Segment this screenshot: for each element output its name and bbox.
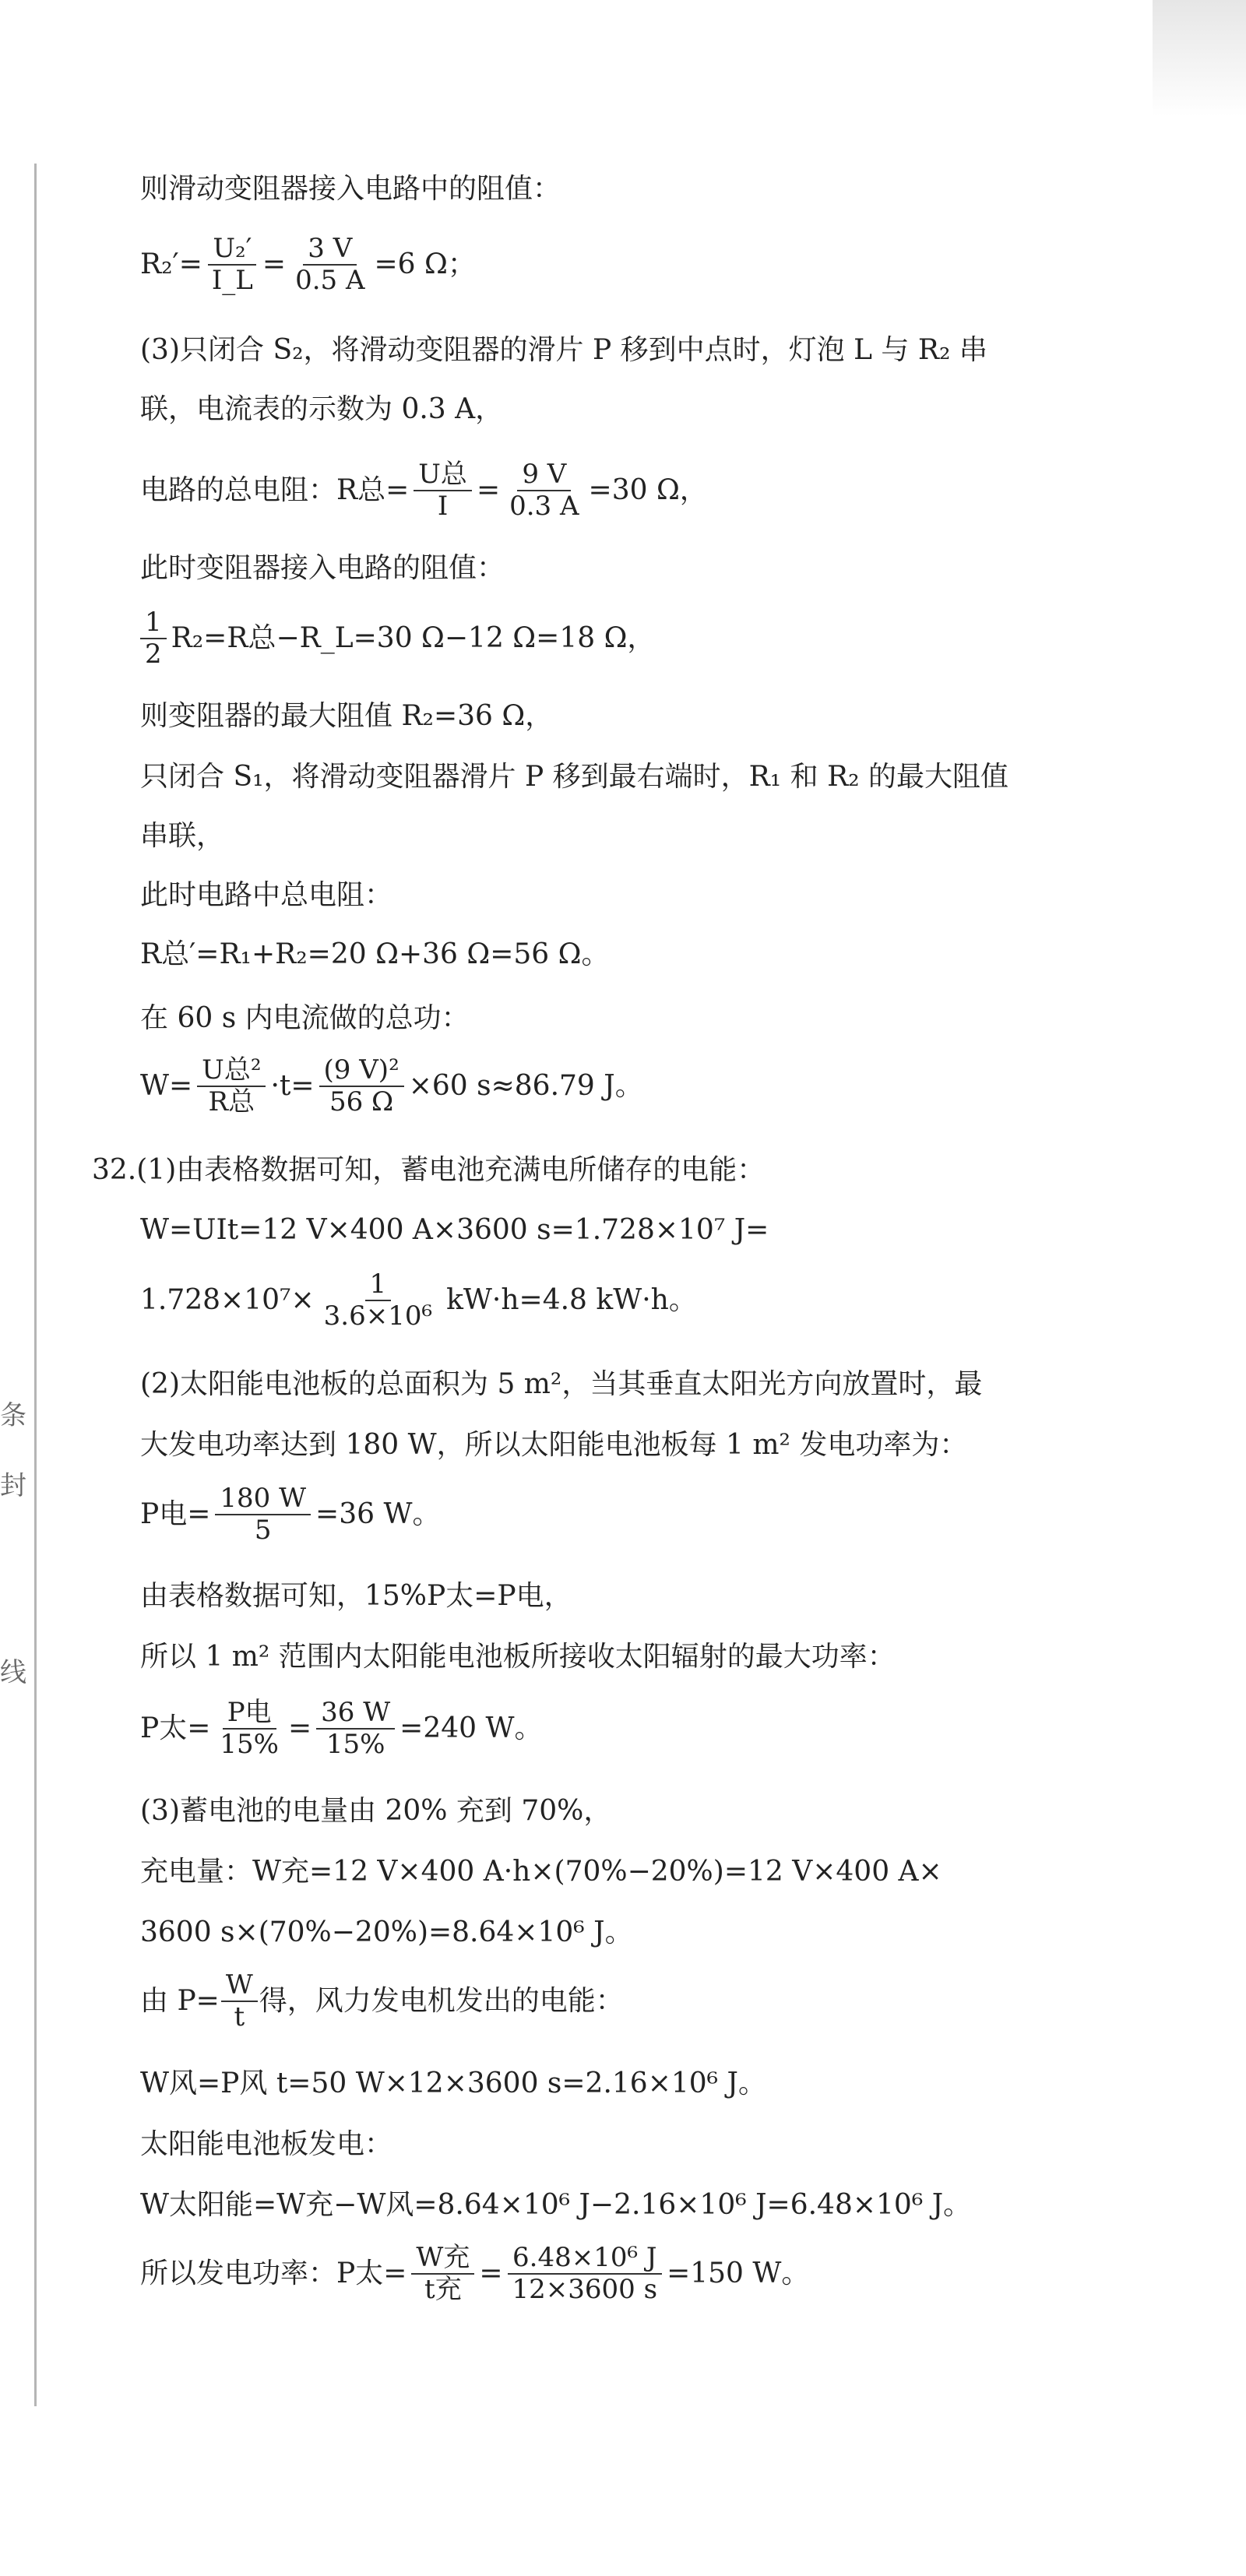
fraction: $\frac{1}{2}$ [140,607,167,670]
formula-line: 充电量：W充=12 V×400 A·h×(70%−20%)=12 V×400 A× [140,1856,942,1888]
text-line: 联，电流表的示数为 0.3 A， [140,393,504,425]
margin-mark: 线 [0,1657,26,1688]
text-line: (3)只闭合 S₂，将滑动变阻器的滑片 P 移到中点时，灯泡 L 与 R₂ 串 [140,334,987,366]
fraction: $\frac{\text{(9 V)²}}{56 \Omega}$ [319,1055,404,1117]
fraction: $\frac{9 V}{0.3 A}$ [509,459,579,523]
formula-line: P太= $\frac{\text{P电}}{15\%}$ = $\frac{36 W}{15\%}$ =240 W。 [140,1697,543,1761]
fraction: $\frac{\text{6.48×10⁶ J}}{12\times 3600 s}$ [508,2243,663,2305]
fraction: $\frac{3 V}{0.5 A}$ [295,233,365,297]
text-line: 此时变阻器接入电路的阻值： [140,552,505,584]
formula-line: R₂′= $\frac{\text{U₂′}}{I\_L}$ = $\frac{3 V}{0.5 A}$ =6 Ω； [140,233,476,297]
formula-line: $\frac{1}{2}$ R₂=R总−R_L=30 Ω−12 Ω=18 Ω， [140,607,1199,670]
text-line: 由表格数据可知，15%P太=P电， [140,1580,572,1612]
fraction: $\frac{\text{P电}}{15\%}$ [220,1697,279,1761]
text-line: 太阳能电池板发电： [140,2128,393,2160]
fraction: $\frac{36 W}{15\%}$ [316,1698,395,1760]
formula-line: 由 P= $\frac{W}{t}$ 得，风力发电机发出的电能： [140,1969,624,2033]
formula-line: 电路的总电阻：R总= $\frac{\text{U总}}{I}$ = $\frac{9 V}{0.3 A}$ =30 Ω， [140,459,708,523]
margin-mark: 封 [0,1470,26,1501]
formula-line: W风=P风 t=50 W×12×3600 s=2.16×10⁶ J。 [140,2067,766,2099]
formula-line: R总′=R₁+R₂=20 Ω+36 Ω=56 Ω。 [140,938,610,970]
formula-line: W太阳能=W充−W风=8.64×10⁶ J−2.16×10⁶ J=6.48×10⁶ J。 [140,2189,972,2221]
formula-line: 1.728×10⁷× $\frac{1}{\text{3.6×10⁶}}$ kW·h=4.8 kW·h。 [140,1269,697,1332]
fraction: $\frac{1}{\text{3.6×10⁶}}$ [323,1269,433,1332]
fraction: $\frac{180 W}{5}$ [215,1483,311,1546]
formula-line: W= $\frac{\text{U总²}}{\text{R总}}$ ·t= $\frac{\text{(9 V)²}}{56 \Omega}$ ×60 s≈86.79 J。 [140,1054,643,1118]
text-line: (2)太阳能电池板的总面积为 5 m²，当其垂直太阳光方向放置时，最 [140,1368,983,1400]
formula-line: P电= $\frac{180 W}{5}$ =36 W。 [140,1483,441,1547]
text-line: 在 60 s 内电流做的总功： [140,1002,470,1034]
formula-line: W=UIt=12 V×400 A×3600 s=1.728×10⁷ J= [140,1214,769,1246]
question-heading: 32.(1)由表格数据可知，蓄电池充满电所储存的电能： [92,1154,766,1186]
fraction: $\frac{\text{U总}}{I}$ [414,459,472,522]
text-line: 则滑动变阻器接入电路中的阻值： [140,173,561,205]
text-line: 串联， [140,820,225,852]
fraction: $\frac{\text{W充}}{\text{t充}}$ [411,2243,474,2305]
text-line: (3)蓄电池的电量由 20% 充到 70%， [140,1795,612,1827]
text-line: 此时电路中总电阻： [140,879,393,911]
text-line: 则变阻器的最大阻值 R₂=36 Ω， [140,700,554,732]
text-line: 所以 1 m² 范围内太阳能电池板所接收太阳辐射的最大功率： [140,1641,896,1673]
binding-line [34,164,37,2406]
fraction: $\frac{\text{U₂′}}{I\_L}$ [207,234,258,296]
formula-line: 所以发电功率：P太= $\frac{\text{W充}}{\text{t充}}$ = $\frac{\text{6.48×10⁶ J}}{12\times 3600 s}$ =150 W。 [140,2242,810,2306]
text-line: 只闭合 S₁，将滑动变阻器滑片 P 移到最右端时，R₁ 和 R₂ 的最大阻值 [140,761,1009,793]
formula-line: 3600 s×(70%−20%)=8.64×10⁶ J。 [140,1916,633,1948]
margin-mark: 条 [0,1400,26,1431]
fraction: $\frac{\text{U总²}}{\text{R总}}$ [197,1055,266,1117]
fraction: $\frac{W}{t}$ [221,1970,258,2032]
text-line: 大发电功率达到 180 W，所以太阳能电池板每 1 m² 发电功率为： [140,1429,968,1461]
scan-shadow [1153,0,1246,117]
